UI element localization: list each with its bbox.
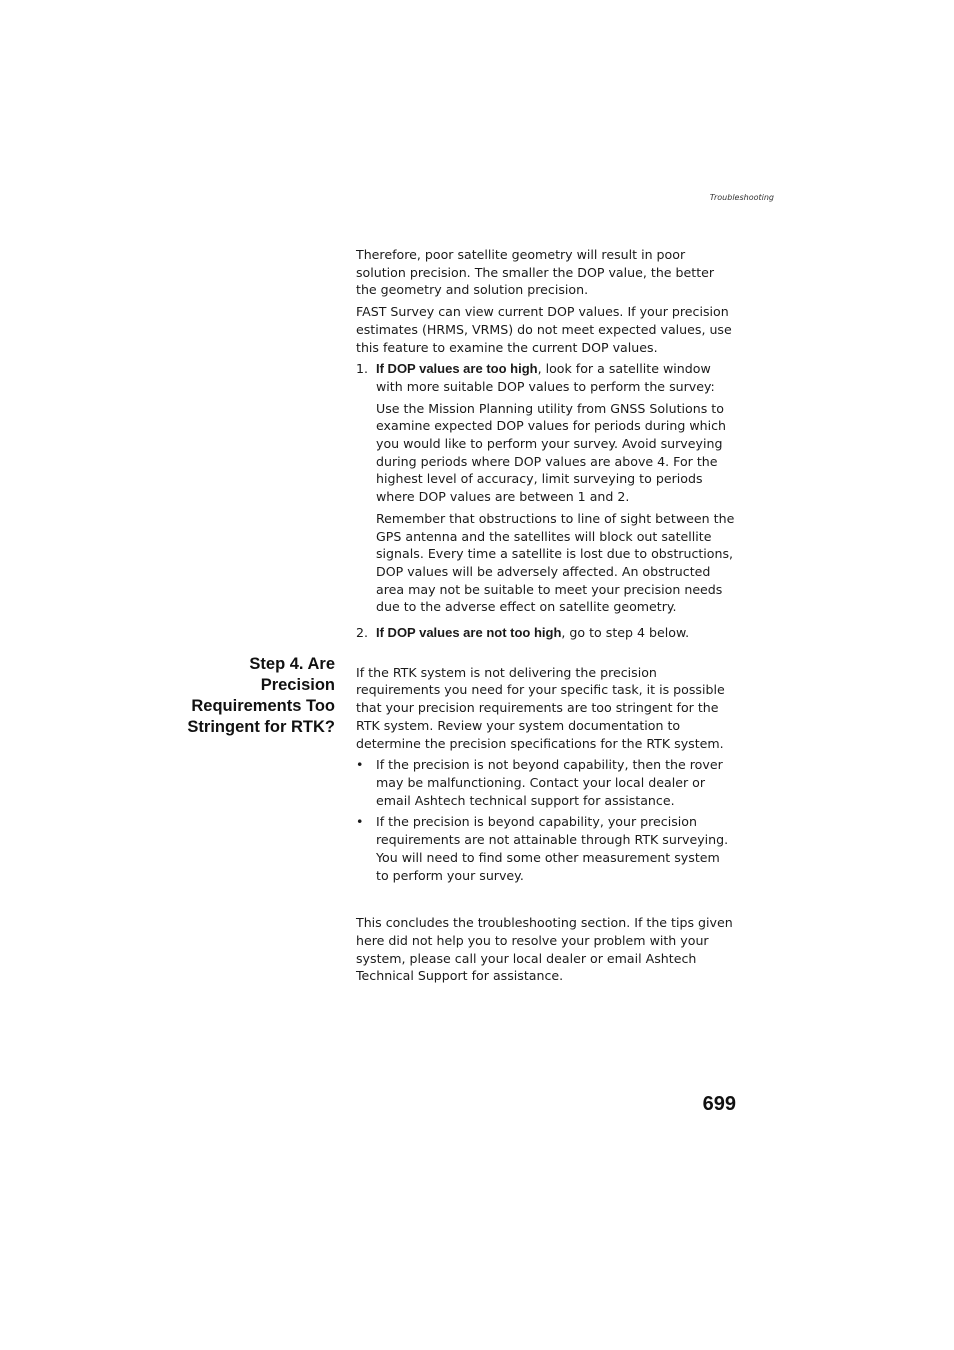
item-text: , look for a satellite window with more suitable DOP values to perform the survey: [376,361,715,394]
bullet-text: If the precision is beyond capability, your precision requirements are not attainable through RTK surveying. You will need to find some other measurement system to perform your survey. [376,814,729,883]
item-detail-1: Use the Mission Planning utility from GNSS Solutions to examine expected DOP values for periods during which you would like to perform your survey. Avoid surveying during periods where DOP values are above 4. For the highest level of accuracy, limit surveying to periods where DOP values are between 1 and 2. [376,400,727,505]
bullet-item-2 [356,813,736,884]
item-text: , go to step 4 below. [561,625,690,641]
conclusion-paragraph: This concludes the troubleshooting section. If the tips given here did not help you to resolve your problem with your system, please call your local dealer or email Ashtech Technical Support for assistance. [356,915,733,984]
bullet-text: If the precision is not beyond capability, then the rover may be malfunctioning. Contact your local dealer or email Ashtech technical support for assistance. [376,757,723,808]
intro-paragraph-1: Therefore, poor satellite geometry will result in poor solution precision. The smaller the DOP value, the better the geometry and solution precision. [356,247,715,298]
bullet-symbol: • [356,757,364,773]
numbered-item-2 [356,624,736,642]
intro-paragraph-2: FAST Survey can view current DOP values. If your precision estimates (HRMS, VRMS) do not meet expected values, use this feature to examine the current DOP values. [356,304,732,355]
item-detail-2: Remember that obstructions to line of sight between the GPS antenna and the satellites will block out satellite signals. Every time a satellite is lost due to obstructions, DOP values will be adversely affected. An obstructed area may not be suitable to meet your precision needs due to the adverse effect on satellite geometry. [376,510,735,615]
running-header: Troubleshooting [709,193,774,202]
item-bold-lead: If DOP values are too high [376,361,538,377]
bullet-item-1 [356,756,736,809]
item-number: 2. [356,625,369,641]
item-bold-lead: If DOP values are not too high [376,625,562,641]
step4-heading: Step 4. Are Precision Requirements Too Stringent for RTK? [187,655,335,736]
item-number: 1. [356,361,369,377]
bullet-symbol: • [356,814,364,830]
page-number: 699 [702,1093,736,1115]
step4-paragraph: If the RTK system is not delivering the precision requirements you need for your specific task, it is possible that your precision requirements are too stringent for the RTK system. Review your system documentation to determine the precision specifications for the RTK system. [356,664,725,751]
main-column [356,246,736,989]
numbered-item-1 [356,360,736,620]
